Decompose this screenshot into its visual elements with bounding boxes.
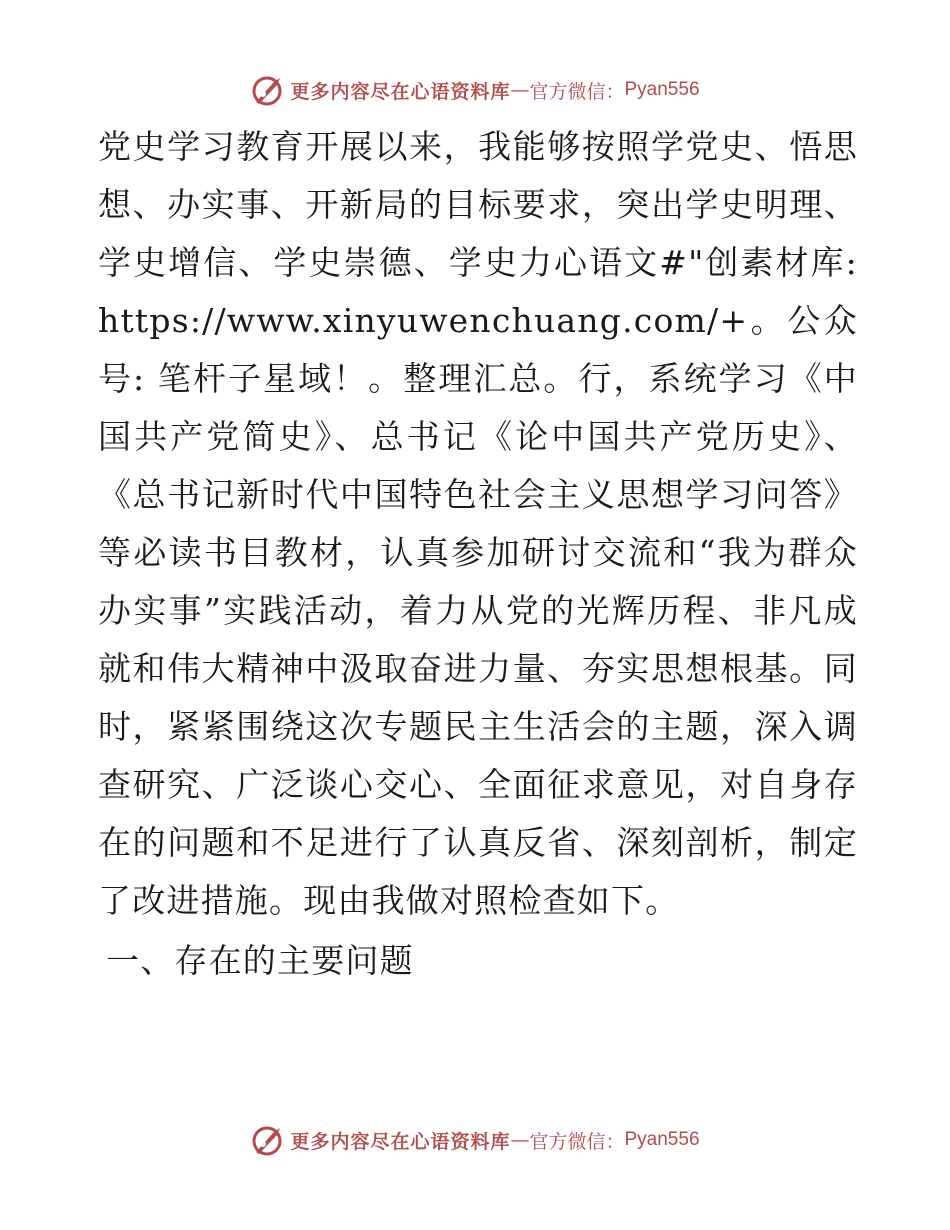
body-paragraph: 党史学习教育开展以来，我能够按照学党史、悟思想、办实事、开新局的目标要求，突出学史明理、学史增信、学史崇德、学史力心语文#"创素材库: https://www.xinyuwenchuang.com/+。公众号: 笔杆子星域！。整理汇总。行，系统学习《中国共产党简史》、总书记《论中国共产党历史》、《总书记新时代中国特色社会主义思想学习问答》等必读书目教材，认真参加研讨交流和“我为群众办实事”实践活动，着力从党的光辉历程、非凡成就和伟大精神中汲取奋进力量、夯实思想根基。同时，紧紧围绕这次专题民主生活会的主题，深入调查研究、广泛谈心交心、全面征求意见，对自身存在的问题和不足进行了认真反省、深刻剖析，制定了改进措施。现由我做对照检查如下。 — [98, 127, 858, 920]
wechat-label: 官方微信： — [529, 80, 625, 103]
banner-text: 更多内容尽在心语资料库 — [290, 1130, 511, 1153]
footer-banner — [0, 1120, 950, 1160]
brush-logo-icon — [250, 72, 286, 108]
wechat-label: 官方微信： — [529, 1130, 625, 1153]
banner-separator: — — [510, 1129, 530, 1151]
banner-separator: — — [510, 79, 530, 101]
header-banner — [0, 70, 950, 110]
wechat-id: Pyan556 — [624, 1129, 700, 1150]
brush-logo-icon — [250, 1122, 286, 1158]
section-heading: 一、存在的主要问题 — [106, 941, 414, 980]
wechat-id: Pyan556 — [624, 79, 700, 100]
document-body — [98, 118, 858, 990]
banner-text: 更多内容尽在心语资料库 — [290, 80, 511, 103]
